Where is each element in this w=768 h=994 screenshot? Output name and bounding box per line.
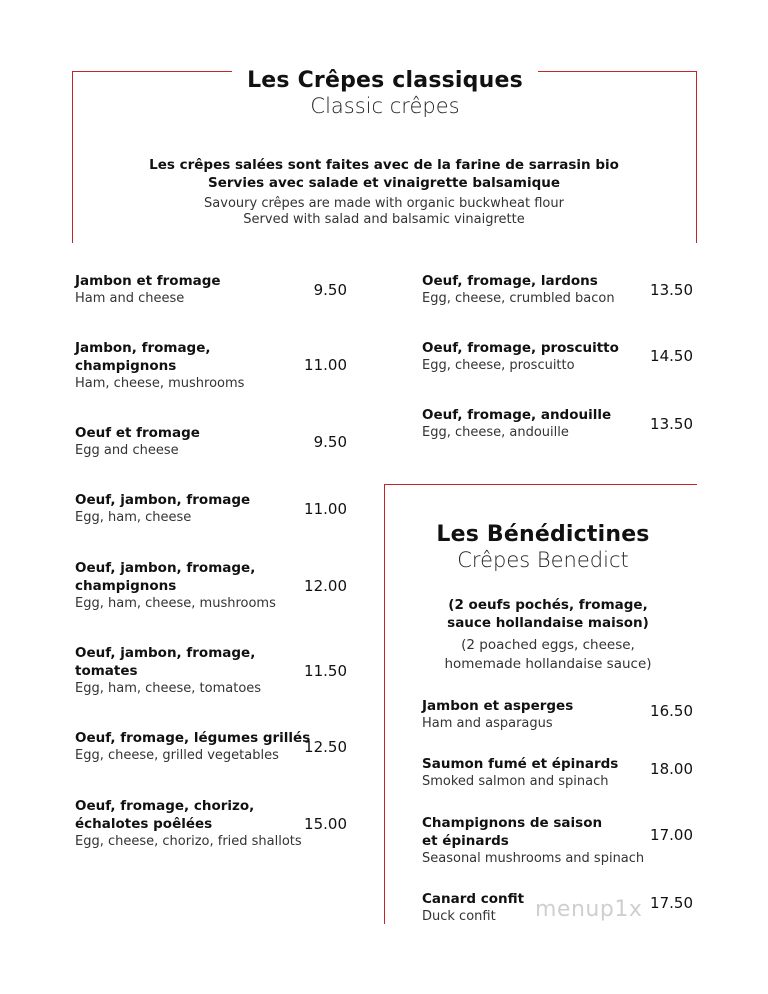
menu-item	[75, 491, 250, 527]
classic-frame-right	[696, 71, 697, 243]
item-price: 12.00	[304, 577, 347, 595]
menu-item	[422, 406, 611, 442]
benedict-title	[390, 522, 696, 572]
classic-intro-fr-2: Servies avec salade et vinaigrette balsamique	[207, 175, 561, 191]
item-name: Oeuf et fromage	[75, 425, 200, 441]
benedict-title-en: Crêpes Benedict	[457, 548, 629, 572]
classic-intro-en-2: Served with salad and balsamic vinaigrette	[243, 212, 525, 227]
item-name: Oeuf, fromage, légumes grillés	[75, 730, 311, 746]
item-price: 9.50	[313, 433, 347, 451]
menu-item	[75, 424, 200, 460]
classic-frame-top-right	[538, 71, 697, 72]
classic-frame-top-left	[72, 71, 232, 72]
item-name: Jambon et fromage	[75, 273, 221, 289]
benedict-intro-en-2: homemade hollandaise sauce)	[444, 656, 652, 672]
item-name: Oeuf, jambon, fromage,	[75, 560, 256, 576]
item-name: Oeuf, fromage, proscuitto	[422, 340, 619, 356]
item-desc: Egg, cheese, proscuitto	[422, 358, 575, 373]
item-desc: Egg, cheese, chorizo, fried shallots	[75, 834, 302, 849]
item-desc: Ham and cheese	[75, 291, 185, 306]
item-desc: Egg, ham, cheese, mushrooms	[75, 596, 276, 611]
item-name-line2: champignons	[75, 578, 177, 594]
item-name: Oeuf, jambon, fromage,	[75, 645, 256, 661]
item-price: 11.00	[304, 356, 347, 374]
watermark-logo: menup1x	[535, 897, 643, 922]
item-price: 14.50	[650, 347, 693, 365]
item-price: 13.50	[650, 415, 693, 433]
item-desc: Duck confit	[422, 909, 496, 924]
menu-item	[75, 644, 261, 698]
menu-item	[422, 339, 619, 375]
menu-item	[422, 890, 524, 926]
item-name: Oeuf, fromage, andouille	[422, 407, 612, 423]
item-desc: Ham, cheese, mushrooms	[75, 376, 245, 391]
classic-title-fr: Les Crêpes classiques	[247, 68, 523, 93]
item-price: 15.00	[304, 815, 347, 833]
benedict-frame-left	[384, 484, 385, 924]
item-name-line2: et épinards	[422, 833, 509, 849]
item-name-line2: échalotes poêlées	[75, 816, 213, 832]
item-name-line2: champignons	[75, 358, 177, 374]
item-desc: Egg, cheese, andouille	[422, 425, 569, 440]
menu-item	[75, 272, 221, 308]
menu-item	[75, 729, 310, 765]
item-name: Jambon, fromage,	[75, 340, 211, 356]
item-desc: Smoked salmon and spinach	[422, 774, 609, 789]
classic-intro-en-1: Savoury crêpes are made with organic buckwheat flour	[204, 196, 564, 211]
menu-item	[422, 814, 644, 868]
item-price: 17.50	[650, 894, 693, 912]
classic-intro-fr-1: Les crêpes salées sont faites avec de la farine de sarrasin bio	[149, 157, 619, 173]
item-desc: Egg, cheese, crumbled bacon	[422, 291, 615, 306]
benedict-intro-fr-2: sauce hollandaise maison)	[447, 615, 649, 631]
item-price: 16.50	[650, 702, 693, 720]
item-name: Saumon fumé et épinards	[422, 756, 619, 772]
benedict-intro-en-1: (2 poached eggs, cheese,	[461, 637, 635, 653]
item-desc: Egg, ham, cheese, tomatoes	[75, 681, 262, 696]
item-name-line2: tomates	[75, 663, 138, 679]
item-price: 17.00	[650, 826, 693, 844]
item-name: Champignons de saison	[422, 815, 603, 831]
menu-item	[422, 272, 615, 308]
item-desc: Egg and cheese	[75, 443, 179, 458]
item-price: 18.00	[650, 760, 693, 778]
benedict-frame-top	[384, 484, 697, 485]
item-price: 9.50	[313, 281, 347, 299]
menu-item	[75, 797, 302, 851]
menu-item	[422, 697, 573, 733]
item-desc: Ham and asparagus	[422, 716, 553, 731]
classic-title	[232, 68, 538, 118]
classic-title-en: Classic crêpes	[310, 94, 460, 118]
item-name: Canard confit	[422, 891, 525, 907]
menu-item	[75, 559, 276, 613]
menu-item	[422, 755, 618, 791]
item-desc: Egg, ham, cheese	[75, 510, 192, 525]
item-name: Oeuf, fromage, lardons	[422, 273, 598, 289]
benedict-intro	[398, 596, 698, 674]
menu-item	[75, 339, 244, 393]
item-price: 11.50	[304, 662, 347, 680]
item-price: 12.50	[304, 738, 347, 756]
item-desc: Egg, cheese, grilled vegetables	[75, 748, 279, 763]
classic-intro	[100, 156, 668, 228]
item-name: Oeuf, fromage, chorizo,	[75, 798, 255, 814]
item-price: 11.00	[304, 500, 347, 518]
benedict-title-fr: Les Bénédictines	[436, 522, 650, 547]
item-desc: Seasonal mushrooms and spinach	[422, 851, 645, 866]
item-name: Jambon et asperges	[422, 698, 574, 714]
item-price: 13.50	[650, 281, 693, 299]
classic-frame-left	[72, 71, 73, 243]
item-name: Oeuf, jambon, fromage	[75, 492, 251, 508]
benedict-intro-fr-1: (2 oeufs pochés, fromage,	[448, 597, 648, 613]
